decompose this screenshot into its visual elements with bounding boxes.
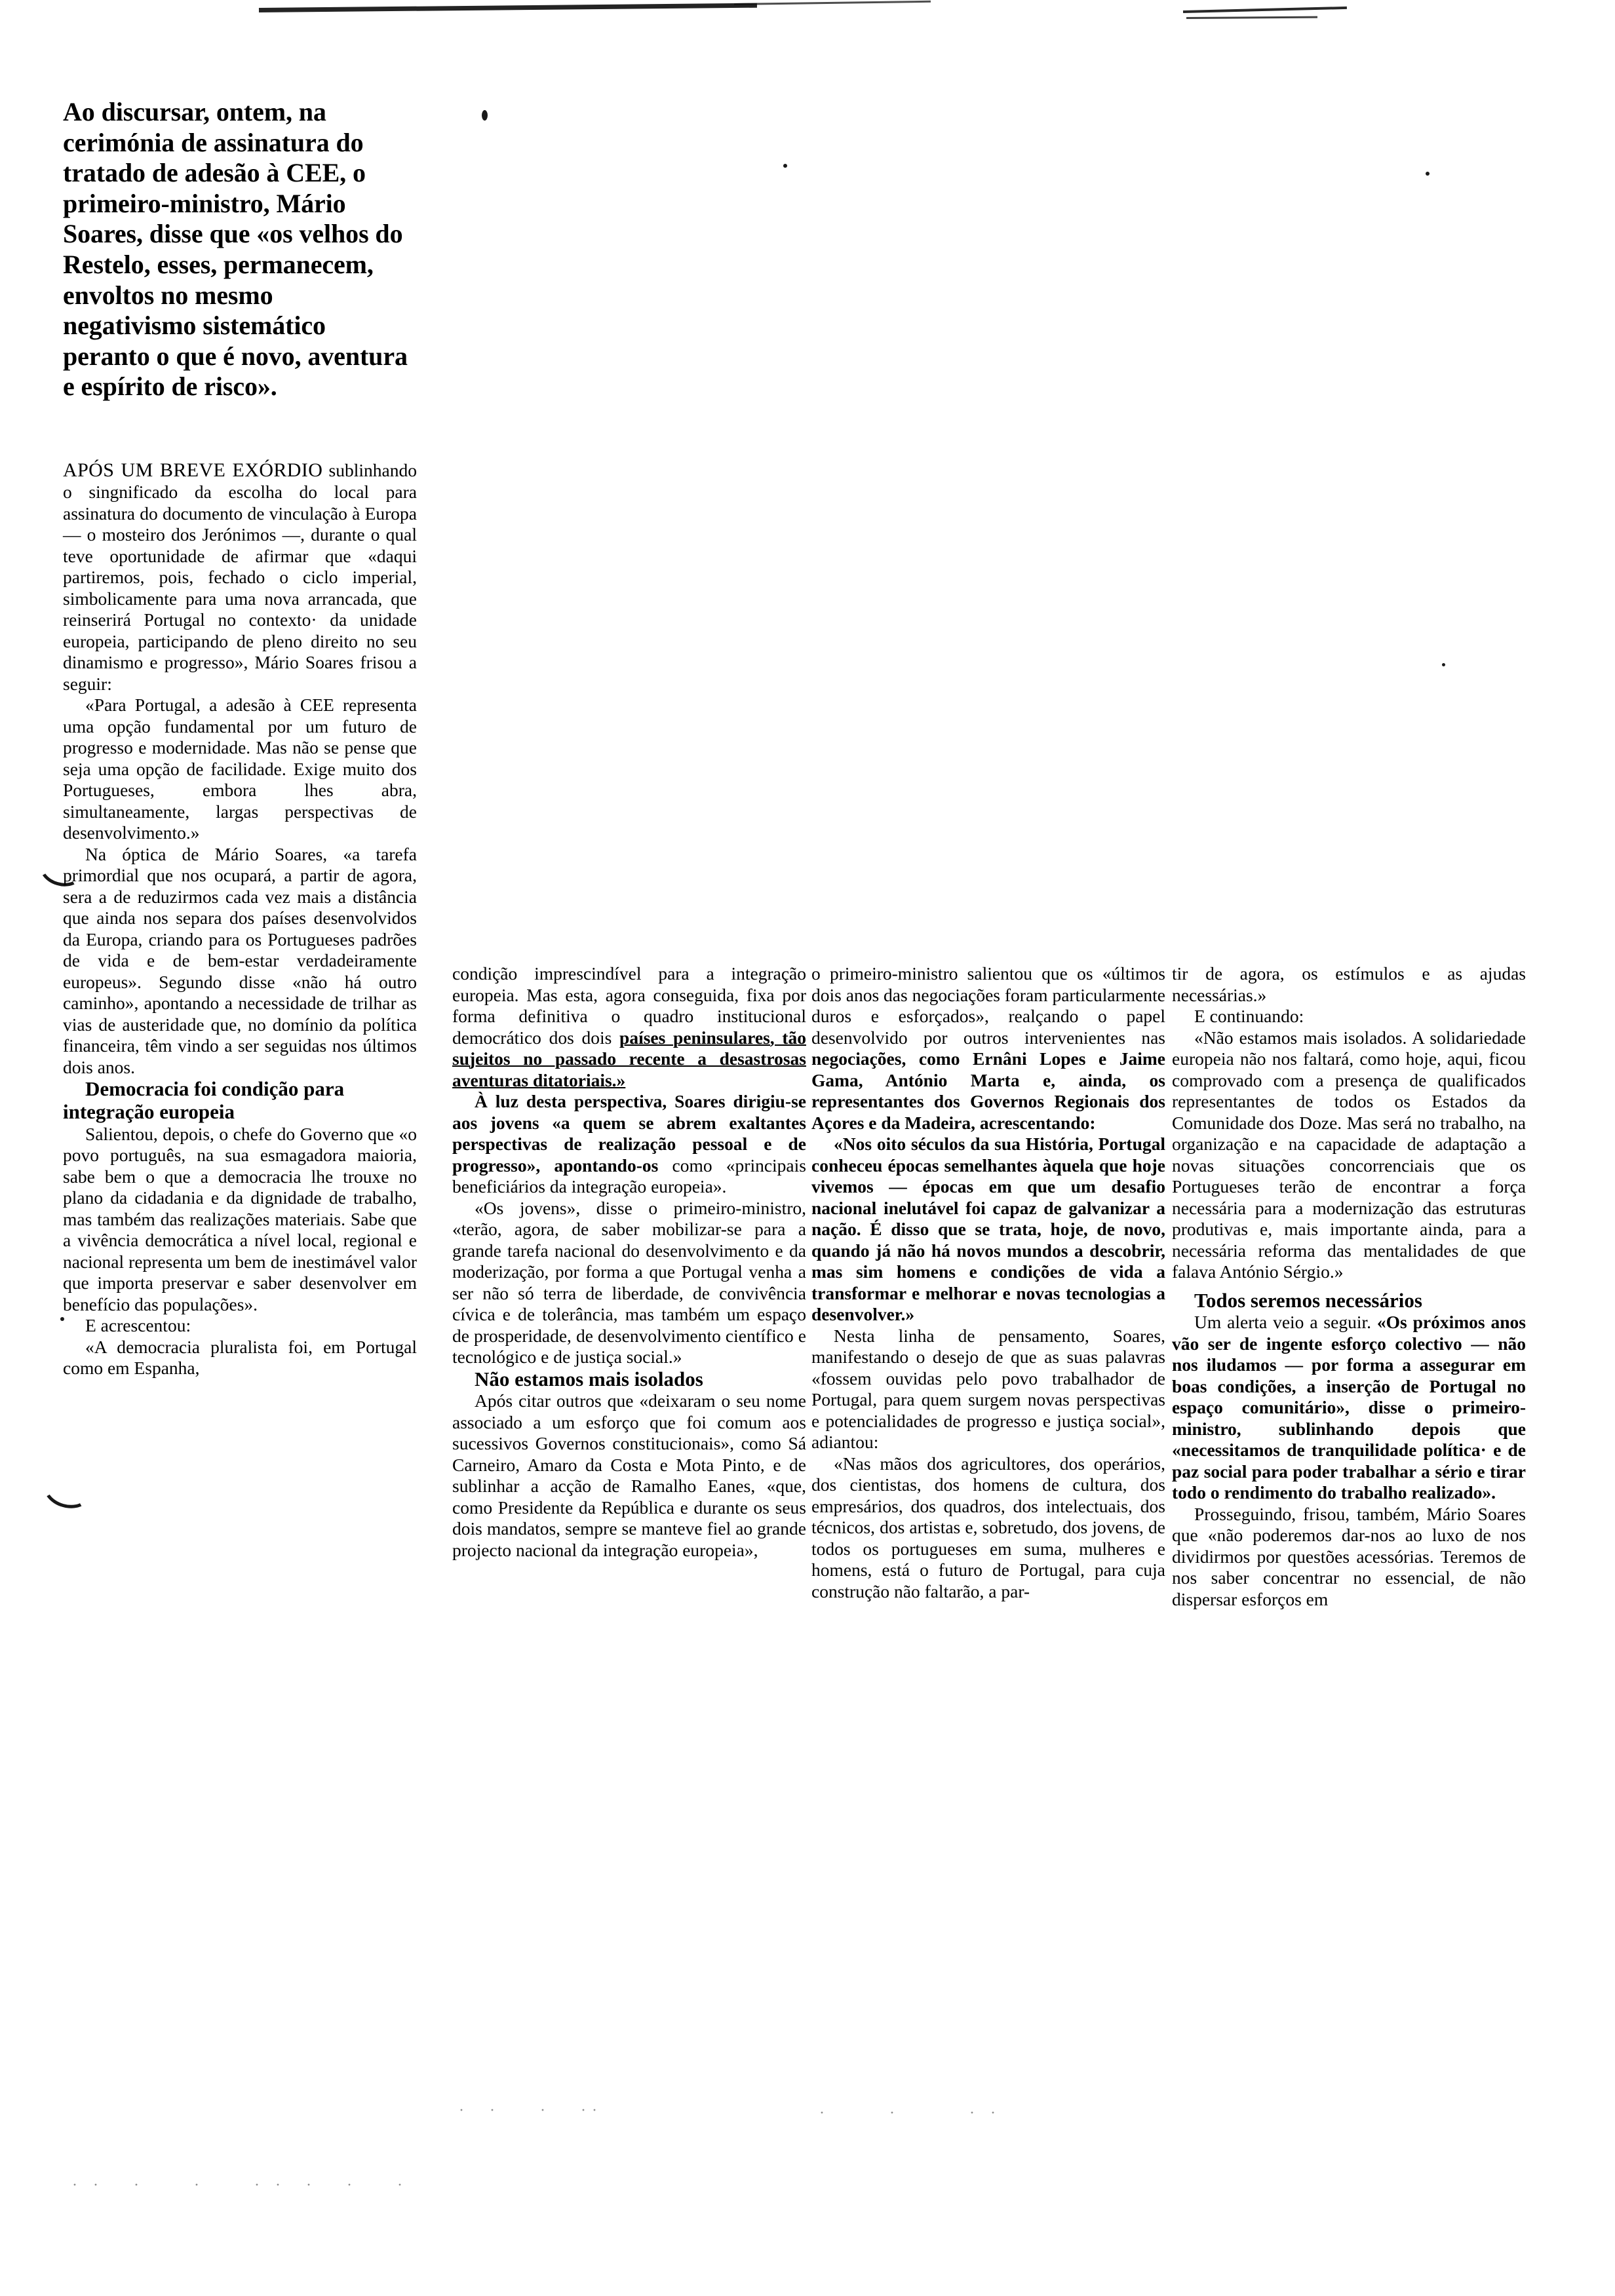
paragraph: «Para Portugal, a adesão à CEE representa uma opção fundamental por um futuro de progresso e modernidade. Mas não se pense que seja uma opção de facilidade. Exige muito dos Portugueses, embora lhes abra, simultaneamente, largas perspectivas de desenvolvimento.» [63,695,417,843]
paragraph-text: sublinhando o singnificado da escolha do local para assinatura do documento de vinculação à Europa — o mosteiro dos Jerónimos —, durante o qual teve oportunidade de afirmar que «daqui partiremos, pois, fechado o ciclo imperial, simbolicamente para uma nova arrancada, que reinserirá Portugal no contexto· da unidade europeia, participando de pleno direito no seu dinamismo e progresso», Mário Soares frisou a seguir: [63,460,417,694]
ink-speck [1426,172,1430,176]
article-column-3 [811,963,1165,1602]
paragraph [811,1134,1165,1326]
paragraph [811,963,1165,1134]
opening-caps: APÓS UM BREVE EXÓRDIO [63,459,323,481]
scan-streak-artifact [1183,7,1347,13]
scan-noise: · · · ·· [459,2102,603,2119]
article-column-1 [63,459,417,1379]
paragraph: Prosseguindo, frisou, também, Mário Soares que «não poderemos dar-nos ao luxo de nos dividirmos por questões acessórias. Teremos de nos saber concentrar no essencial, de não dispersar esforços em [1172,1503,1526,1609]
paragraph: «A democracia pluralista foi, em Portugal como em Espanha, [63,1336,417,1379]
lead-paragraph: Ao discursar, ontem, na cerimónia de assinatura do tratado de adesão à CEE, o primeiro-ministro, Mário Soares, disse que «os velhos do Restelo, esses, permanecem, envoltos no mesmo negativismo sistemático peranto o que é novo, aventura e espírito de risco». [63,97,408,402]
scan-noise: · · · · · · · · · [72,2177,408,2194]
scan-dropout-arc [39,1465,96,1514]
emphasised-text: países peninsulares, tão sujeitos no passado recente a desastrosas aventuras ditatoriais.» [452,1027,806,1090]
emphasised-text: «Os próximos anos vão ser de ingente esforço colectivo — não nos iludamos — por forma a assegurar em boas condições, a inserção de Portugal no espaço comunitário», disse o primeiro-ministro, sublinhando depois que «necessitamos de tranquilidade política· e de paz social para poder trabalhar a sério e tirar todo o rendimento do trabalho realizado». [1172,1312,1526,1503]
article-column-4 [1172,963,1526,1610]
scan-noise: · · · · [819,2105,1002,2122]
emphasised-text: «Nos oito séculos da sua História, Portugal conheceu épocas semelhantes àquela que hoje vivemos — épocas em que um desafio nacional inelutável foi capaz de galvanizar a nação. É disso que se trata, hoje, de novo, quando já não há novos mundos a descobrir, mas sim homens e condições de vida a transformar e melhorar e novas tecnologias a desenvolver.» [811,1134,1165,1324]
section-subheading: Democracia foi condição para integração europeia [63,1077,345,1124]
ink-speck [1442,663,1445,666]
paragraph-text: Um alerta veio a seguir. [1194,1312,1377,1333]
scan-streak-artifact [259,3,757,12]
paragraph: E acrescentou: [85,1315,191,1336]
paragraph [452,963,806,1091]
paragraph-text: como «principais beneficiários da integração europeia». [452,1155,806,1196]
section-subheading: Todos seremos necessários [1194,1288,1422,1312]
paragraph: Salientou, depois, o chefe do Governo que «o povo português, na sua esmagadora maioria, sabe bem o que a democracia lhe trouxe no plano da cidadania e da dignidade de trabalho, mas também das realizações materiais. Sabe que a vivência democrática a nível local, regional e nacional representa um bem de inestimável valor que importa preservar e saber desenvolver em benefício das populações». [63,1123,417,1314]
paragraph [1172,1312,1526,1504]
emphasised-text: negociações, como Ernâni Lopes e Jaime Gama, António Marta e, ainda, os representantes dos Governos Regionais dos Açores e da Madeira, acrescentando: [811,1048,1165,1133]
scan-streak-artifact [734,1,931,5]
scan-streak-artifact [1186,16,1317,19]
section-subheading: Não estamos mais isolados [475,1367,703,1390]
paragraph: tir de agora, os estímulos e as ajudas necessárias.» [1172,963,1526,1005]
paragraph-text: o primeiro-ministro salientou que os «últimos dois anos das negociações foram particularmente duros e esforçados», realçando o papel desenvolvido por outros intervenientes nas [811,963,1165,1048]
paragraph: Na óptica de Mário Soares, «a tarefa primordial que nos ocupará, a partir de agora, sera a de reduzirmos cada vez mais a distância que ainda nos separa dos países desenvolvidos da Europa, criando para os Portugueses padrões de vida e de bem-estar verdadeiramente europeus». Segundo disse «não há outro caminho», apontando a necessidade de trilhar as vias de austeridade que, no domínio da política financeira, têm vindo a ser seguidas nos últimos dois anos. [63,843,417,1077]
paragraph [63,459,417,695]
article-column-2 [452,963,806,1561]
paragraph: Nesta linha de pensamento, Soares, manifestando o desejo de que as suas palavras «fossem ouvidas pelo povo trabalhador de Portugal, para quem surgem novas perspectivas e potencialidades de progresso e justiça social», adiantou: [811,1325,1165,1452]
paragraph: «Nas mãos dos agricultores, dos operários, dos cientistas, dos homens de cultura, dos empresários, dos quadros, dos intelectuais, dos técnicos, dos artistas e, sobretudo, dos jovens, de todos os portugueses em suma, mulheres e homens, está o futuro de Portugal, para cuja construção não faltarão, a par- [811,1453,1165,1601]
paragraph [452,1091,806,1198]
paragraph: E continuando: [1194,1006,1304,1026]
paragraph: «Não estamos mais isolados. A solidariedade europeia não nos faltará, como hoje, aqui, ficou comprovado com a presença de qualificados representantes de todos os Estados da Comunidade dos Doze. Mas será no trabalho, na organização e na capacidade de adaptação a novas situações concorrenciais que os Portugueses terão de encontrar a força necessária para a modernização das estruturas produtivas e, mais importante ainda, para a necessária reforma das mentalidades de que falava António Sérgio.» [1172,1027,1526,1282]
paragraph: Após citar outros que «deixaram o seu nome associado a um esforço que foi comum aos sucessivos Governos constitucionais», como Sá Carneiro, Amaro da Costa e Mota Pinto, e de sublinhar a acção de Ramalho Eanes, «que, como Presidente da República e durante os seus dois mandatos, sempre se manteve fiel ao grande projecto nacional da integração europeia», [452,1390,806,1560]
ink-speck [783,164,787,168]
paragraph-text: condição imprescindível para a integração europeia. Mas esta, agora conseguida, fixa por forma definitiva o quadro institucional democrático dos dois [452,963,806,1048]
paragraph: «Os jovens», disse o primeiro-ministro, «terão, agora, de saber mobilizar-se para a grande tarefa nacional do desenvolvimento e da moderização, por forma a que Portugal venha a ser não só terra de liberdade, de convivência cívica e de tolerância, mas também um espaço de prosperidade, de desenvolvimento científico e tecnológico e de justiça social.» [452,1197,806,1367]
ink-speck [482,110,488,121]
emphasised-text: À luz desta perspectiva, Soares dirigiu-se aos jovens «a quem se abrem exaltantes perspectivas de realização pessoal e de progresso», apontando-os [452,1091,806,1176]
